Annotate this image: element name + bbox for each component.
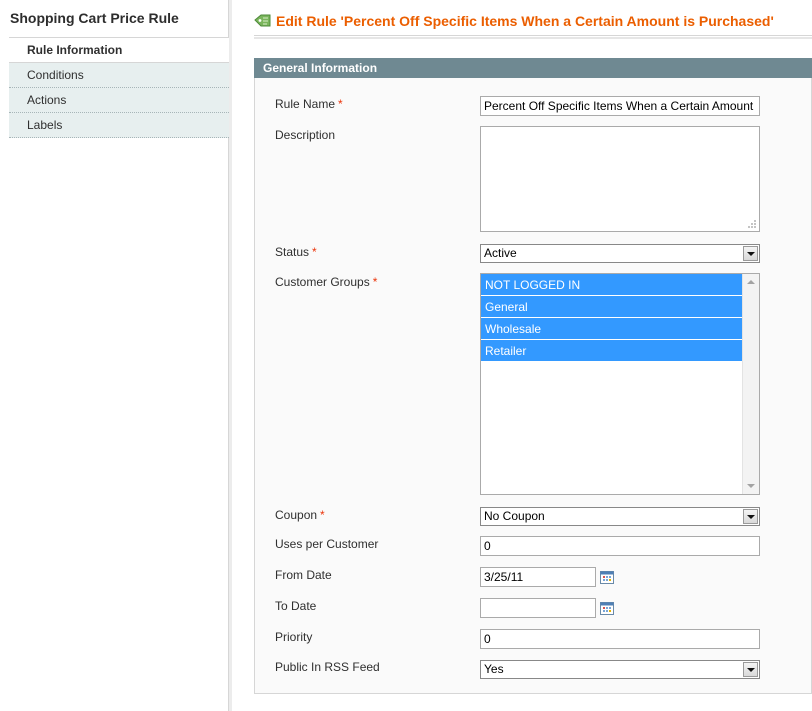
- page-title: Edit Rule 'Percent Off Specific Items When a Certain Amount is Purchased': [276, 13, 774, 29]
- rule-name-label: [275, 97, 343, 111]
- required-marker: *: [338, 97, 343, 111]
- required-marker: *: [372, 275, 378, 289]
- tab-actions[interactable]: Actions: [9, 88, 229, 113]
- section-header: General Information: [254, 58, 812, 78]
- status-label-text: Status: [275, 245, 310, 259]
- from-date-input[interactable]: [480, 567, 596, 587]
- description-textarea[interactable]: [480, 126, 760, 232]
- option-retailer[interactable]: Retailer: [481, 340, 743, 362]
- calendar-icon[interactable]: [600, 601, 614, 615]
- coupon-select[interactable]: [480, 507, 760, 526]
- multiselect-scrollbar[interactable]: [742, 274, 759, 494]
- coupon-label: [275, 508, 325, 522]
- rss-select[interactable]: [480, 660, 760, 679]
- rss-label: Public In RSS Feed: [275, 660, 380, 674]
- tab-rule-information[interactable]: Rule Information: [9, 38, 229, 63]
- page-header: [254, 10, 812, 32]
- from-date-control: [480, 567, 620, 587]
- chevron-down-icon[interactable]: [743, 509, 758, 524]
- uses-per-customer-label: Uses per Customer: [275, 537, 379, 551]
- rss-row: [255, 660, 811, 679]
- priority-input[interactable]: [480, 629, 760, 649]
- uses-per-customer-input[interactable]: [480, 536, 760, 556]
- coupon-value: No Coupon: [484, 509, 545, 523]
- scroll-down-icon[interactable]: [747, 484, 755, 488]
- status-label: [275, 245, 317, 259]
- status-select[interactable]: [480, 244, 760, 263]
- customer-groups-label: [275, 275, 377, 289]
- status-value: Active: [484, 246, 517, 260]
- sidebar-title: Shopping Cart Price Rule: [10, 10, 179, 26]
- coupon-row: [255, 508, 811, 527]
- rule-name-input[interactable]: [480, 96, 760, 116]
- header-divider: [254, 35, 812, 39]
- customer-groups-row: [255, 275, 811, 497]
- to-date-control: [480, 598, 620, 618]
- description-row: [255, 128, 811, 234]
- chevron-down-icon[interactable]: [743, 662, 758, 677]
- rss-value: Yes: [484, 662, 504, 676]
- scroll-up-icon[interactable]: [747, 280, 755, 284]
- to-date-label: To Date: [275, 599, 317, 613]
- tab-labels[interactable]: Labels: [9, 113, 229, 138]
- main-content: [232, 0, 812, 711]
- calendar-icon[interactable]: [600, 570, 614, 584]
- tag-icon: [254, 14, 272, 28]
- to-date-input[interactable]: [480, 598, 596, 618]
- option-general[interactable]: General: [481, 296, 743, 318]
- customer-groups-multiselect[interactable]: [480, 273, 760, 495]
- description-label: Description: [275, 128, 336, 142]
- chevron-down-icon[interactable]: [743, 246, 758, 261]
- required-marker: *: [320, 508, 325, 522]
- from-date-label: From Date: [275, 568, 332, 582]
- sidebar-tabs: [9, 38, 229, 138]
- rule-name-label-text: Rule Name: [275, 97, 336, 111]
- general-information-fieldset: [254, 58, 812, 694]
- priority-label: Priority: [275, 630, 313, 644]
- tab-conditions[interactable]: Conditions: [9, 63, 229, 88]
- resize-grip-icon[interactable]: [747, 219, 757, 229]
- sidebar: [0, 0, 229, 711]
- option-wholesale[interactable]: Wholesale: [481, 318, 743, 340]
- required-marker: *: [312, 245, 317, 259]
- option-not-logged-in[interactable]: NOT LOGGED IN: [481, 274, 743, 296]
- coupon-label-text: Coupon: [275, 508, 318, 522]
- status-row: [255, 245, 811, 264]
- customer-groups-label-text: Customer Groups: [275, 275, 370, 289]
